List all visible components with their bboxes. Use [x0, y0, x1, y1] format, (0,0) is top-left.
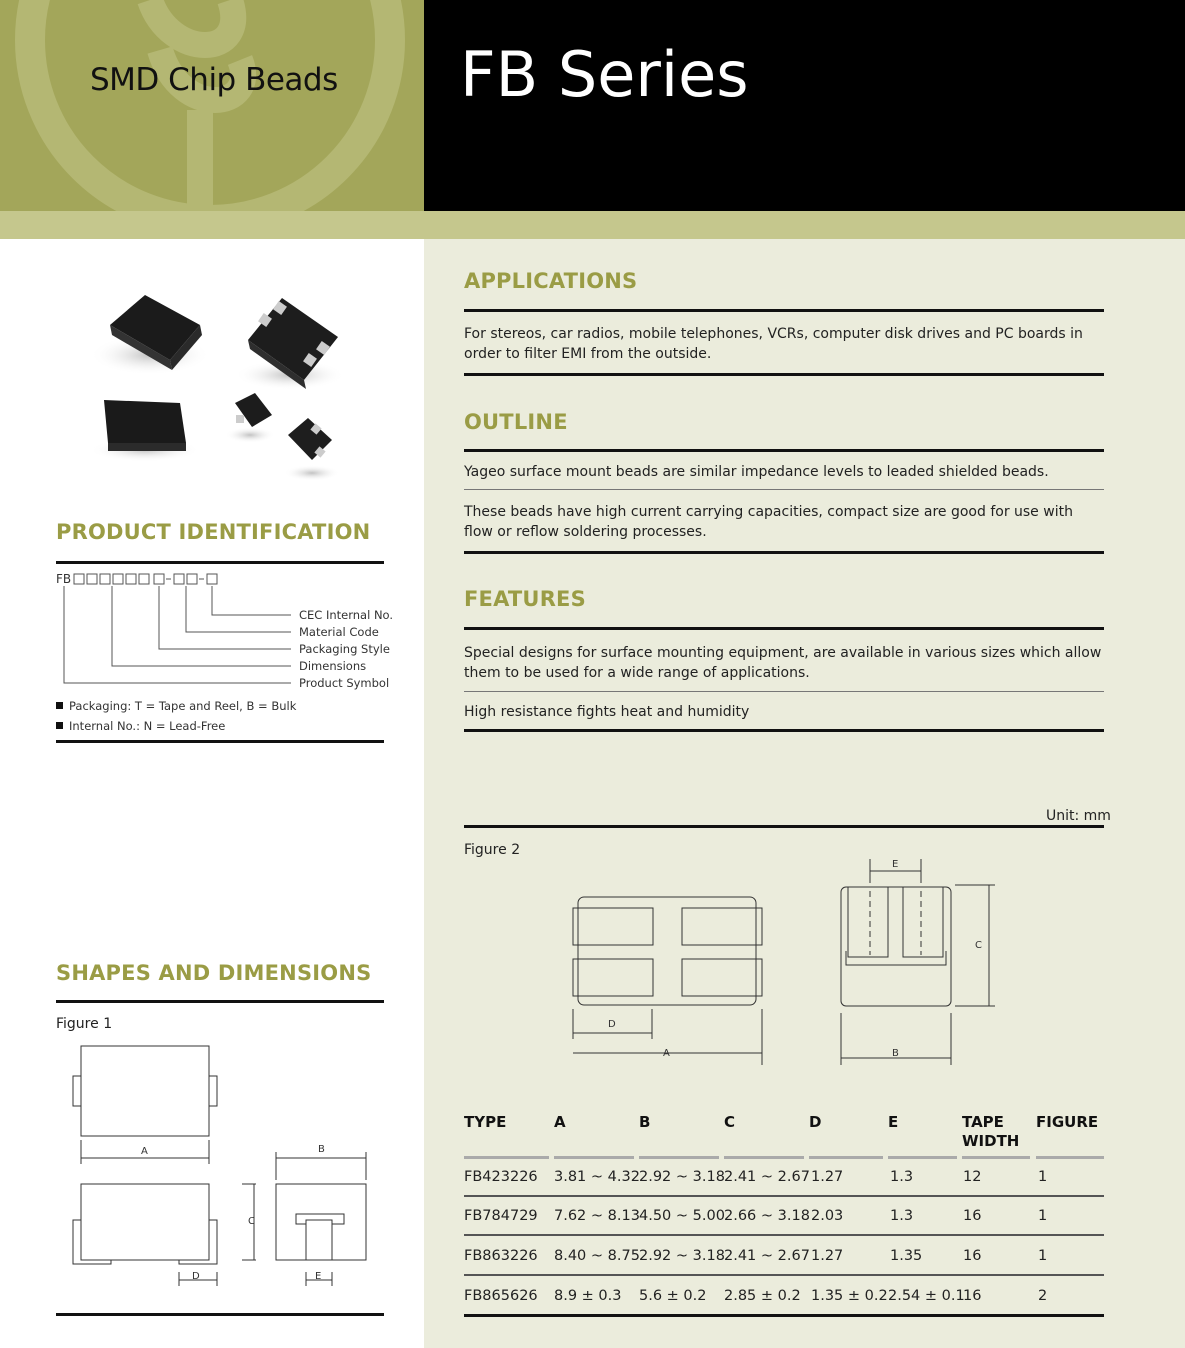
cell-type: FB865626: [464, 1288, 538, 1304]
bullet-square-icon: [56, 702, 63, 709]
fig2-dim-a: A: [663, 1048, 670, 1059]
col-header-figure: FIGURE: [1036, 1113, 1099, 1131]
col-header-e: E: [888, 1113, 899, 1131]
col-header-tape-width: TAPE WIDTH: [962, 1113, 1020, 1150]
cell-c: 2.41 ~ 2.67: [724, 1169, 810, 1185]
header-band: [0, 211, 1185, 239]
note-internal-no: [56, 719, 225, 733]
label-dimensions: Dimensions: [299, 659, 367, 673]
divider: [464, 309, 1104, 312]
divider: [464, 489, 1104, 490]
fig1-dim-b: B: [318, 1144, 325, 1155]
features-title: FEATURES: [464, 587, 586, 611]
cell-d: 1.27: [811, 1169, 844, 1185]
divider: [56, 1000, 384, 1003]
cell-figure: 2: [1038, 1288, 1048, 1304]
cell-tape-width: 16: [963, 1208, 982, 1224]
table-row: [464, 1169, 1104, 1191]
fig1-dim-a: A: [141, 1146, 148, 1157]
coil-logo-watermark: [0, 0, 424, 211]
divider: [56, 1313, 384, 1316]
cell-a: 8.9 ± 0.3: [554, 1288, 622, 1304]
cell-d: 2.03: [811, 1208, 844, 1224]
divider: [962, 1156, 1030, 1159]
code-prefix: FB: [56, 572, 72, 586]
header-left-panel: [0, 0, 424, 211]
divider: [724, 1156, 804, 1159]
figure-1-label: Figure 1: [56, 1016, 113, 1032]
cell-e: 2.54 ± 0.1: [888, 1288, 965, 1304]
product-identification-title: PRODUCT IDENTIFICATION: [56, 520, 371, 544]
divider: [464, 1314, 1104, 1317]
divider: [464, 1274, 1104, 1276]
cell-e: 1.3: [890, 1169, 914, 1185]
cell-figure: 1: [1038, 1169, 1048, 1185]
note-packaging: [56, 699, 296, 713]
cell-b: 5.6 ± 0.2: [639, 1288, 707, 1304]
divider: [464, 449, 1104, 452]
label-packaging-style: Packaging Style: [299, 642, 390, 656]
product-photo: [90, 285, 350, 495]
divider: [464, 1195, 1104, 1197]
divider: [56, 561, 384, 564]
divider: [464, 1156, 549, 1159]
outline-para-2: These beads have high current carrying capacities, compact size are good for use with flow or reflow soldering processes.: [464, 504, 1073, 540]
divider: [464, 1234, 1104, 1236]
cell-b: 2.92 ~ 3.18: [639, 1248, 725, 1264]
figure-1-drawing: [56, 1040, 386, 1300]
divider: [56, 740, 384, 743]
cell-c: 2.41 ~ 2.67: [724, 1248, 810, 1264]
figure-2-label: Figure 2: [464, 842, 521, 858]
col-header-c: C: [724, 1113, 736, 1131]
cell-e: 1.3: [890, 1208, 914, 1224]
divider: [464, 373, 1104, 376]
divider: [554, 1156, 634, 1159]
fig2-dim-e: E: [892, 859, 899, 870]
applications-title: APPLICATIONS: [464, 269, 638, 293]
note-internal-no-text: Internal No.: N = Lead-Free: [69, 719, 226, 733]
features-para-2: High resistance fights heat and humidity: [464, 704, 750, 720]
cell-b: 4.50 ~ 5.00: [639, 1208, 725, 1224]
table-row: [464, 1288, 1104, 1310]
col-header-a: A: [554, 1113, 566, 1131]
cell-e: 1.35: [890, 1248, 923, 1264]
label-cec-internal-no: CEC Internal No.: [299, 608, 394, 622]
shapes-dimensions-title: SHAPES AND DIMENSIONS: [56, 961, 372, 985]
cell-type: FB863226: [464, 1248, 538, 1264]
cell-a: 8.40 ~ 8.75: [554, 1248, 640, 1264]
features-para-1: Special designs for surface mounting equipment, are available in various sizes which allow them to be used for a wide range of applications.: [464, 645, 1102, 681]
dimensions-table: [464, 1113, 1104, 1323]
cell-d: 1.27: [811, 1248, 844, 1264]
unit-label: Unit: mm: [1046, 808, 1111, 824]
cell-type: FB423226: [464, 1169, 538, 1185]
cell-figure: 1: [1038, 1248, 1048, 1264]
divider: [464, 691, 1104, 692]
col-header-type: TYPE: [464, 1113, 507, 1131]
divider: [464, 729, 1104, 732]
cell-c: 2.66 ~ 3.18: [724, 1208, 810, 1224]
divider: [809, 1156, 883, 1159]
divider: [1036, 1156, 1104, 1159]
label-material-code: Material Code: [299, 625, 379, 639]
bullet-square-icon: [56, 722, 63, 729]
fig2-dim-c: C: [975, 940, 982, 951]
divider: [464, 551, 1104, 554]
cell-type: FB784729: [464, 1208, 538, 1224]
divider: [888, 1156, 957, 1159]
cell-tape-width: 16: [963, 1248, 982, 1264]
fig1-dim-e: E: [315, 1271, 322, 1282]
outline-para-1: Yageo surface mount beads are similar impedance levels to leaded shielded beads.: [464, 464, 1049, 480]
cell-tape-width: 16: [963, 1288, 982, 1304]
figure-2-drawing: [560, 855, 1010, 1070]
fig1-dim-d: D: [192, 1271, 200, 1282]
header-series-title: FB Series: [460, 38, 749, 111]
fig2-dim-d: D: [608, 1019, 616, 1030]
cell-b: 2.92 ~ 3.18: [639, 1169, 725, 1185]
table-row: [464, 1248, 1104, 1270]
col-header-b: B: [639, 1113, 651, 1131]
outline-title: OUTLINE: [464, 410, 568, 434]
fig1-dim-c: C: [248, 1216, 255, 1227]
cell-c: 2.85 ± 0.2: [724, 1288, 801, 1304]
cell-figure: 1: [1038, 1208, 1048, 1224]
divider: [639, 1156, 719, 1159]
label-product-symbol: Product Symbol: [299, 676, 390, 690]
header-category-title: SMD Chip Beads: [90, 62, 338, 98]
cell-tape-width: 12: [963, 1169, 982, 1185]
applications-text: For stereos, car radios, mobile telephones, VCRs, computer disk drives and PC boards in order to filter EMI from the outside.: [464, 326, 1083, 362]
divider: [464, 825, 1104, 828]
note-packaging-text: Packaging: T = Tape and Reel, B = Bulk: [69, 699, 297, 713]
divider: [464, 627, 1104, 630]
cell-a: 3.81 ~ 4.32: [554, 1169, 640, 1185]
fig2-dim-b: B: [892, 1048, 899, 1059]
cell-a: 7.62 ~ 8.13: [554, 1208, 640, 1224]
col-header-d: D: [809, 1113, 822, 1131]
cell-d: 1.35 ± 0.2: [811, 1288, 888, 1304]
table-row: [464, 1208, 1104, 1230]
